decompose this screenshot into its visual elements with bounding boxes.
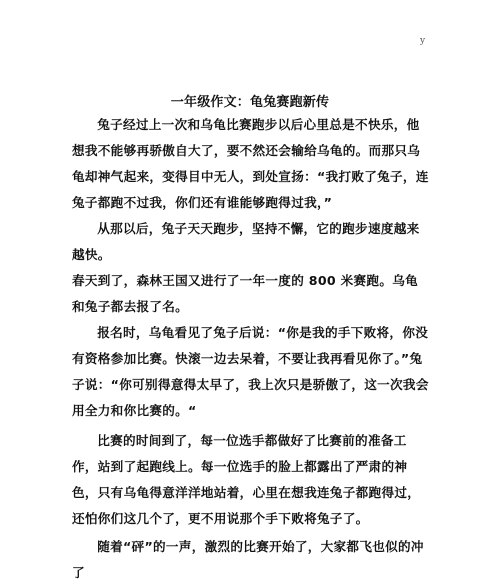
paragraph-4: 报名时，乌龟看见了兔子后说：“你是我的手下败将，你没有资格参加比赛。快滚一边去呆着，不要让我再看见你了。”兔子说：“你可别得意得太早了，我上次只是骄傲了，这一次我会用全力和你比赛的。“ xyxy=(72,325,429,418)
paragraph-6: 随着“砰”的一声，激烈的比赛开始了，大家都飞也似的冲了 xyxy=(72,539,424,580)
essay-title: 一年级作文：龟兔赛跑新传 xyxy=(170,95,330,110)
page-mark: y xyxy=(420,36,426,46)
paragraph-1: 兔子经过上一次和乌龟比赛跑步以后心里总是不快乐，他想我不能够再骄傲自大了，要不然还会输给乌龟的。而那只乌龟却神气起来，变得目中无人，到处宣扬：“我打败了兔子，连兔子都跑不过我，你们还有谁能够跑得过我，” xyxy=(72,117,429,210)
paragraph-1-block xyxy=(72,112,430,268)
paragraph-5: 比赛的时间到了，每一位选手都做好了比赛前的准备工作，站到了起跑线上。每一位选手的脸上都露出了严肃的神色，只有乌龟得意洋洋地站着，心里在想我连兔子都跑得过，还怕你们这几个了，更不用说那个手下败将兔子了。 xyxy=(72,433,421,526)
paragraph-6-block xyxy=(72,534,430,586)
paragraph-5-block xyxy=(72,428,430,532)
paragraph-3: 春天到了，森林王国又进行了一年一度的 800 米赛跑。乌龟和兔子都去报了名。 xyxy=(72,273,419,314)
paragraph-4-block xyxy=(72,320,430,424)
paragraph-2: 从那以后，兔子天天跑步，坚持不懈，它的跑步速度越来越快。 xyxy=(72,221,420,262)
paragraph-3-block xyxy=(72,268,430,320)
